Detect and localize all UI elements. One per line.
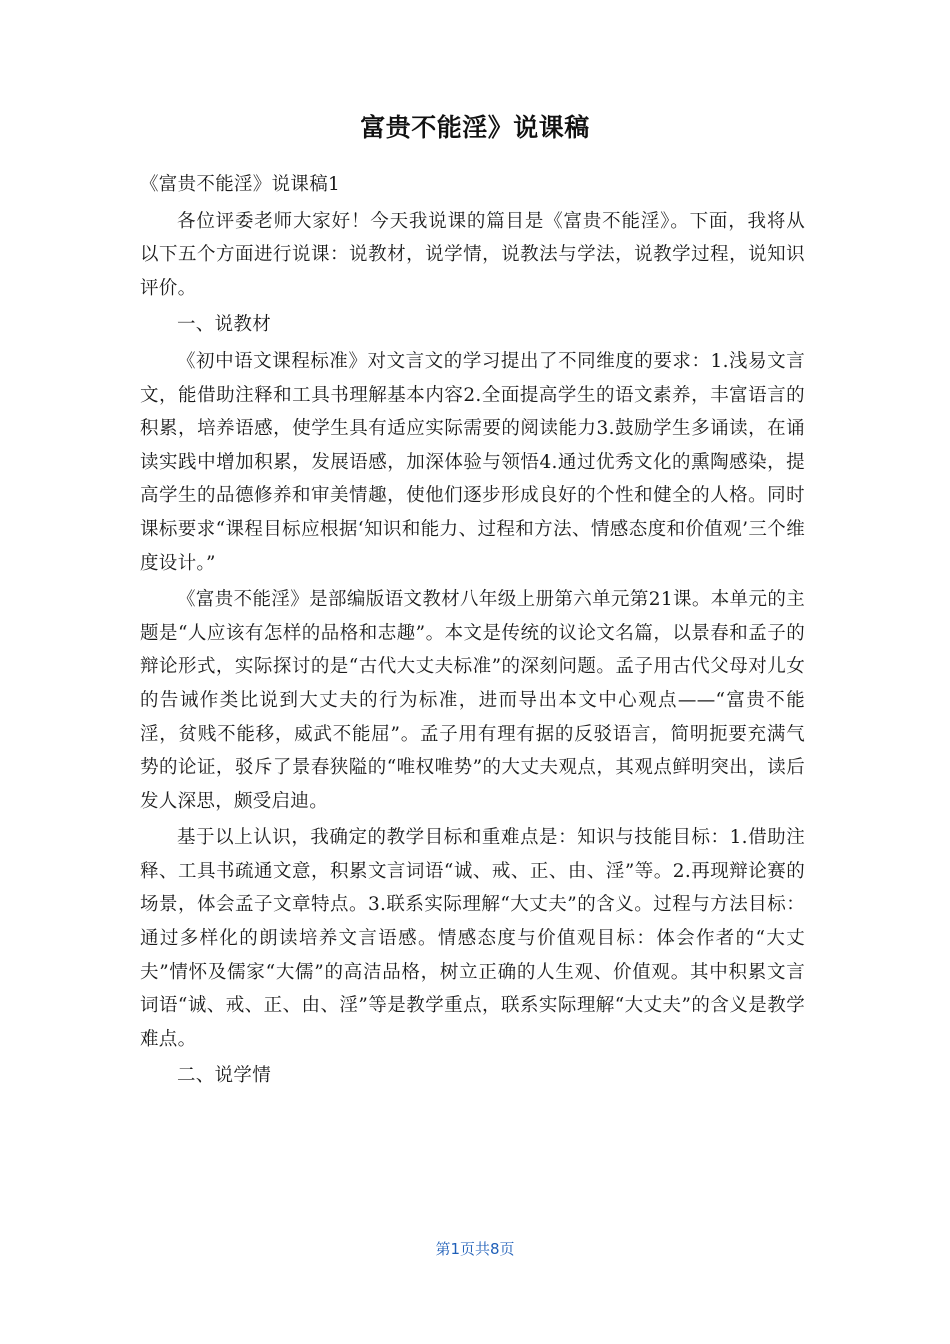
paragraph-intro: 各位评委老师大家好！今天我说课的篇目是《富贵不能淫》。下面，我将从以下五个方面进行说课：说教材，说学情，说教法与学法，说教学过程，说知识评价。 — [140, 210, 805, 299]
paragraph-text-analysis: 《富贵不能淫》是部编版语文教材八年级上册第六单元第21课。本单元的主题是“人应该有怎样的品格和志趣”。本文是传统的议论文名篇，以景春和孟子的辩论形式，实际探讨的是“古代大丈夫标准”的深刻问题。孟子用古代父母对儿女的告诫作类比说到大丈夫的行为标准，进而导出本文中心观点——“富贵不能淫，贫贱不能移，威武不能屈”。孟子用有理有据的反驳语言，简明扼要充满气势的论证，驳斥了景春狭隘的“唯权唯势”的大丈夫观点，其观点鲜明突出，读后发人深思，颇受启迪。 — [140, 589, 805, 812]
section-heading-students: 二、说学情 — [177, 1065, 272, 1087]
document-body — [140, 168, 805, 1096]
document-title: 富贵不能淫》说课稿 — [360, 113, 590, 142]
document-subtitle: 《富贵不能淫》说课稿1 — [140, 174, 341, 195]
page-number-footer: 第1页共8页 — [435, 1240, 515, 1258]
section-heading-textbook: 一、说教材 — [177, 314, 272, 336]
paragraph-teaching-goals: 基于以上认识，我确定的教学目标和重难点是：知识与技能目标：1.借助注释、工具书疏通文意，积累文言词语“诚、戒、正、由、淫”等。2.再现辩论赛的场景，体会孟子文章特点。3.联系实际理解“大丈夫”的含义。过程与方法目标：通过多样化的朗读培养文言语感。情感态度与价值观目标：体会作者的“大丈夫”情怀及儒家“大儒”的高洁品格，树立正确的人生观、价值观。其中积累文言词语“诚、戒、正、由、淫”等是教学重点，联系实际理解“大丈夫”的含义是教学难点。 — [140, 827, 805, 1050]
paragraph-curriculum-standard: 《初中语文课程标准》对文言文的学习提出了不同维度的要求：1.浅易文言文，能借助注释和工具书理解基本内容2.全面提高学生的语文素养，丰富语言的积累，培养语感，使学生具有适应实际需要的阅读能力3.鼓励学生多诵读，在诵读实践中增加积累，发展语感，加深体验与领悟4.通过优秀文化的熏陶感染，提高学生的品德修养和审美情趣，使他们逐步形成良好的个性和健全的人格。同时课标要求“课程目标应根据‘知识和能力、过程和方法、情感态度和价值观’三个维度设计。” — [140, 350, 805, 574]
